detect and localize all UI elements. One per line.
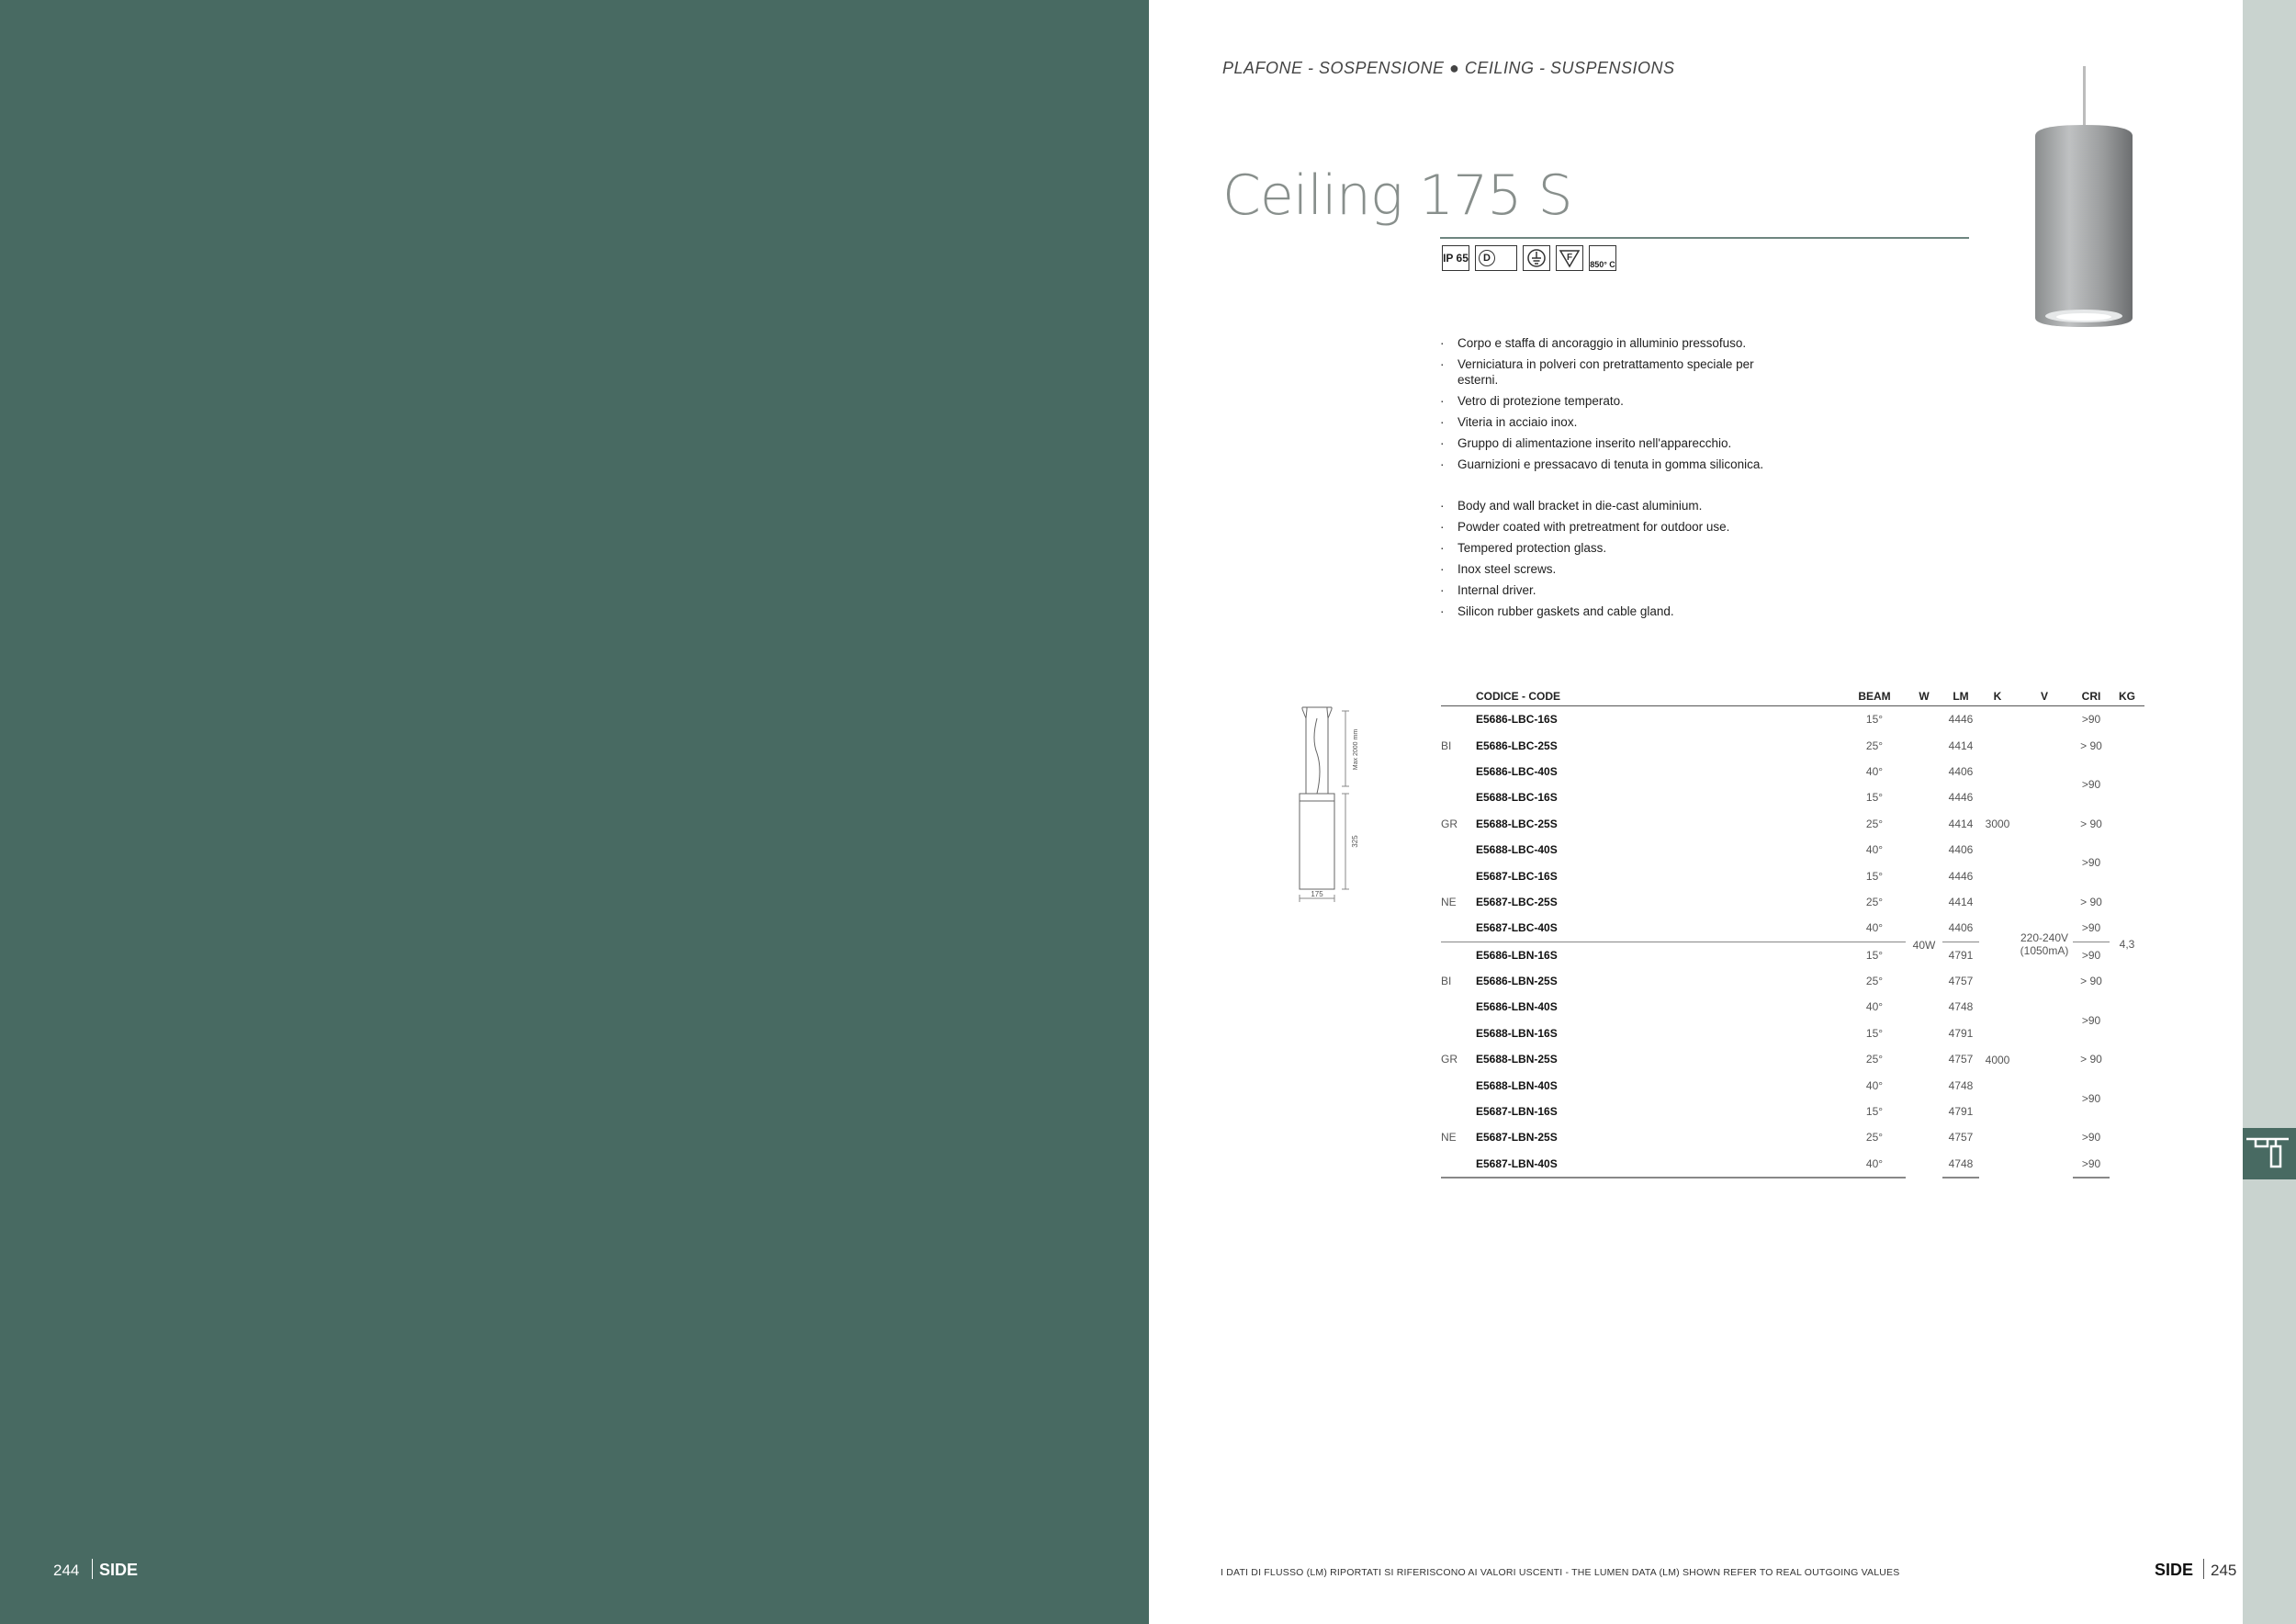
list-item: · Vetro di protezione temperato. xyxy=(1440,393,1770,409)
finish-cell xyxy=(1441,759,1476,784)
lumen-cell: 4414 xyxy=(1948,895,1974,908)
code-cell: E5687-LBN-40S xyxy=(1476,1151,1843,1178)
features-italian xyxy=(1440,335,1770,478)
kelvin-cell: 3000 xyxy=(1985,818,2010,830)
lumen-cell: 4748 xyxy=(1948,1000,1974,1014)
cri-cell: >90 xyxy=(2081,778,2101,792)
technical-drawing xyxy=(1286,698,1378,909)
code-cell: E5686-LBC-16S xyxy=(1476,713,1558,727)
finish-cell: NE xyxy=(1441,895,1457,908)
lumen-disclaimer: I DATI DI FLUSSO (LM) RIPORTATI SI RIFERISCONO AI VALORI USCENTI - THE LUMEN DATA (LM) SHOWN REFER TO REAL OUTGOING VALUES xyxy=(1221,1567,1900,1578)
list-item: · Guarnizioni e pressacavo di tenuta in gomma siliconica. xyxy=(1440,457,1770,472)
column-header-code: CODICE - CODE xyxy=(1476,687,1843,706)
lumen-cell: 4446 xyxy=(1948,791,1974,805)
finish-cell xyxy=(1441,915,1476,942)
code-cell: E5688-LBC-16S xyxy=(1476,791,1558,805)
features-english xyxy=(1440,498,1770,625)
code-cell: E5688-LBN-40S xyxy=(1476,1078,1558,1092)
current-value: (1050mA) xyxy=(2020,943,2069,957)
beam-cell: 40° xyxy=(1843,915,1906,942)
cri-cell: >90 xyxy=(2081,1131,2101,1145)
code-cell: E5686-LBN-16S xyxy=(1476,948,1558,962)
left-brand: SIDE xyxy=(99,1561,139,1579)
list-item: · Viteria in acciaio inox. xyxy=(1440,414,1770,430)
finish-cell xyxy=(1441,863,1476,888)
lumen-cell: 4446 xyxy=(1948,869,1974,883)
list-item: · Silicon rubber gaskets and cable gland. xyxy=(1440,603,1770,619)
column-header-beam: BEAM xyxy=(1843,687,1906,706)
f-mark-icon xyxy=(1556,245,1583,271)
column-header-w: W xyxy=(1906,687,1942,706)
code-cell: E5687-LBC-25S xyxy=(1476,895,1558,908)
finish-cell xyxy=(1441,1151,1476,1178)
list-item: · Gruppo di alimentazione inserito nell'apparecchio. xyxy=(1440,435,1770,451)
beam-cell: 15° xyxy=(1865,948,1884,962)
section-tab-strip xyxy=(2243,0,2296,1624)
finish-cell xyxy=(1441,784,1476,810)
beam-cell: 40° xyxy=(1865,1078,1884,1092)
left-page-number: 244 xyxy=(53,1562,80,1579)
glow-wire-850-icon: 850° C xyxy=(1589,245,1616,271)
kelvin-cell: 4000 xyxy=(1985,1053,2010,1066)
lumen-cell: 4791 xyxy=(1948,1105,1974,1119)
cri-cell: > 90 xyxy=(2080,975,2102,988)
lumen-cell: 4406 xyxy=(1948,764,1974,778)
product-title: Ceiling 175 S xyxy=(1222,164,1572,228)
lumen-cell: 4406 xyxy=(1942,915,1979,942)
section-tab xyxy=(2243,1128,2296,1179)
code-cell: E5686-LBC-40S xyxy=(1476,764,1558,778)
list-item: · Internal driver. xyxy=(1440,582,1770,598)
beam-cell: 40° xyxy=(1865,1000,1884,1014)
beam-cell: 40° xyxy=(1865,843,1884,857)
cable-length-label: Max 2000 mm xyxy=(1353,728,1359,771)
finish-cell xyxy=(1441,994,1476,1020)
beam-cell: 25° xyxy=(1865,739,1884,752)
code-cell: E5686-LBN-25S xyxy=(1476,975,1558,988)
beam-cell: 15° xyxy=(1865,791,1884,805)
cri-cell: >90 xyxy=(2073,1151,2110,1178)
cri-cell: >90 xyxy=(2081,856,2101,870)
finish-cell: GR xyxy=(1441,1053,1458,1066)
cri-cell: > 90 xyxy=(2080,1053,2102,1066)
watt-cell: 40W xyxy=(1912,938,1936,952)
title-divider xyxy=(1440,237,1969,239)
lumen-cell: 4757 xyxy=(1948,1131,1974,1145)
finish-cell xyxy=(1441,706,1476,733)
code-cell: E5688-LBN-16S xyxy=(1476,1026,1558,1040)
beam-cell: 25° xyxy=(1865,1131,1884,1145)
cri-cell: > 90 xyxy=(2080,895,2102,908)
lumen-cell: 4748 xyxy=(1942,1151,1979,1178)
list-item: · Body and wall bracket in die-cast aluminium. xyxy=(1440,498,1770,513)
cri-cell: >90 xyxy=(2073,915,2110,942)
ceiling-lamp-icon xyxy=(2243,1128,2296,1179)
beam-cell: 15° xyxy=(1865,1105,1884,1119)
certification-icons xyxy=(1442,245,1616,271)
column-header-cri: CRI xyxy=(2073,687,2110,706)
finish-cell: BI xyxy=(1441,975,1452,988)
beam-cell: 25° xyxy=(1865,817,1884,830)
column-header-lm: LM xyxy=(1942,687,1979,706)
table-row xyxy=(1441,706,2144,733)
beam-cell: 40° xyxy=(1843,1151,1906,1178)
ip65-icon: IP 65 xyxy=(1442,245,1469,271)
cri-cell: >90 xyxy=(2081,1091,2101,1105)
lumen-cell: 4791 xyxy=(1948,1026,1974,1040)
list-item: · Corpo e staffa di ancoraggio in alluminio pressofuso. xyxy=(1440,335,1770,351)
lumen-cell: 4414 xyxy=(1948,817,1974,830)
column-header-kg: KG xyxy=(2110,687,2144,706)
class-d-icon: D xyxy=(1475,245,1517,271)
list-item: · Inox steel screws. xyxy=(1440,561,1770,577)
product-code-table xyxy=(1441,687,2144,1179)
finish-cell xyxy=(1441,1099,1476,1124)
code-cell: E5686-LBC-25S xyxy=(1476,739,1558,752)
code-cell: E5688-LBN-25S xyxy=(1476,1053,1558,1066)
code-cell: E5687-LBN-25S xyxy=(1476,1131,1558,1145)
beam-cell: 25° xyxy=(1865,1053,1884,1066)
beam-cell: 40° xyxy=(1865,764,1884,778)
column-header-v: V xyxy=(2016,687,2073,706)
right-footer-separator xyxy=(2203,1559,2204,1579)
finish-cell xyxy=(1441,1072,1476,1098)
beam-cell: 25° xyxy=(1865,895,1884,908)
finish-cell: NE xyxy=(1441,1131,1457,1145)
svg-text:F: F xyxy=(1566,253,1573,263)
cri-cell: >90 xyxy=(2081,1013,2101,1027)
code-cell: E5687-LBC-40S xyxy=(1476,915,1843,942)
code-cell: E5688-LBC-25S xyxy=(1476,817,1558,830)
finish-cell: BI xyxy=(1441,739,1452,752)
table-header-row xyxy=(1441,687,2144,706)
list-item: · Tempered protection glass. xyxy=(1440,540,1770,556)
right-page-number: 245 xyxy=(2211,1562,2237,1579)
lumen-cell: 4748 xyxy=(1948,1078,1974,1092)
weight-cell: 4,3 xyxy=(2119,937,2135,951)
left-footer-separator xyxy=(92,1559,93,1579)
height-dimension-label: 325 xyxy=(1351,835,1359,848)
lumen-cell: 4757 xyxy=(1948,975,1974,988)
finish-cell xyxy=(1441,942,1476,968)
finish-cell xyxy=(1441,837,1476,863)
beam-cell: 25° xyxy=(1865,975,1884,988)
column-header-k: K xyxy=(1979,687,2016,706)
code-cell: E5687-LBC-16S xyxy=(1476,869,1558,883)
cri-cell: >90 xyxy=(2081,948,2101,962)
product-image xyxy=(2020,66,2149,342)
cri-cell: > 90 xyxy=(2080,739,2102,752)
code-cell: E5687-LBN-16S xyxy=(1476,1105,1558,1119)
beam-cell: 15° xyxy=(1865,1026,1884,1040)
voltage-cell xyxy=(2016,706,2073,1179)
lumen-cell: 4414 xyxy=(1948,739,1974,752)
right-brand: SIDE xyxy=(2155,1561,2194,1579)
list-item: · Powder coated with pretreatment for outdoor use. xyxy=(1440,519,1770,535)
voltage-value: 220-240V xyxy=(2020,930,2069,944)
finish-cell xyxy=(1441,1021,1476,1046)
beam-cell: 15° xyxy=(1865,869,1884,883)
width-dimension-label: 175 xyxy=(1311,890,1323,898)
list-item: · Verniciatura in polveri con pretrattamento speciale per esterni. xyxy=(1440,356,1770,388)
beam-cell: 15° xyxy=(1865,713,1884,727)
lumen-cell: 4406 xyxy=(1948,843,1974,857)
code-cell: E5688-LBC-40S xyxy=(1476,843,1558,857)
lumen-cell: 4791 xyxy=(1948,948,1974,962)
lumen-cell: 4757 xyxy=(1948,1053,1974,1066)
code-cell: E5686-LBN-40S xyxy=(1476,1000,1558,1014)
finish-cell: GR xyxy=(1441,817,1458,830)
earth-ground-icon xyxy=(1523,245,1550,271)
cri-cell: >90 xyxy=(2081,713,2101,727)
category-heading: PLAFONE - SOSPENSIONE ● CEILING - SUSPENSIONS xyxy=(1222,59,1675,77)
lumen-cell: 4446 xyxy=(1948,713,1974,727)
cri-cell: > 90 xyxy=(2080,817,2102,830)
